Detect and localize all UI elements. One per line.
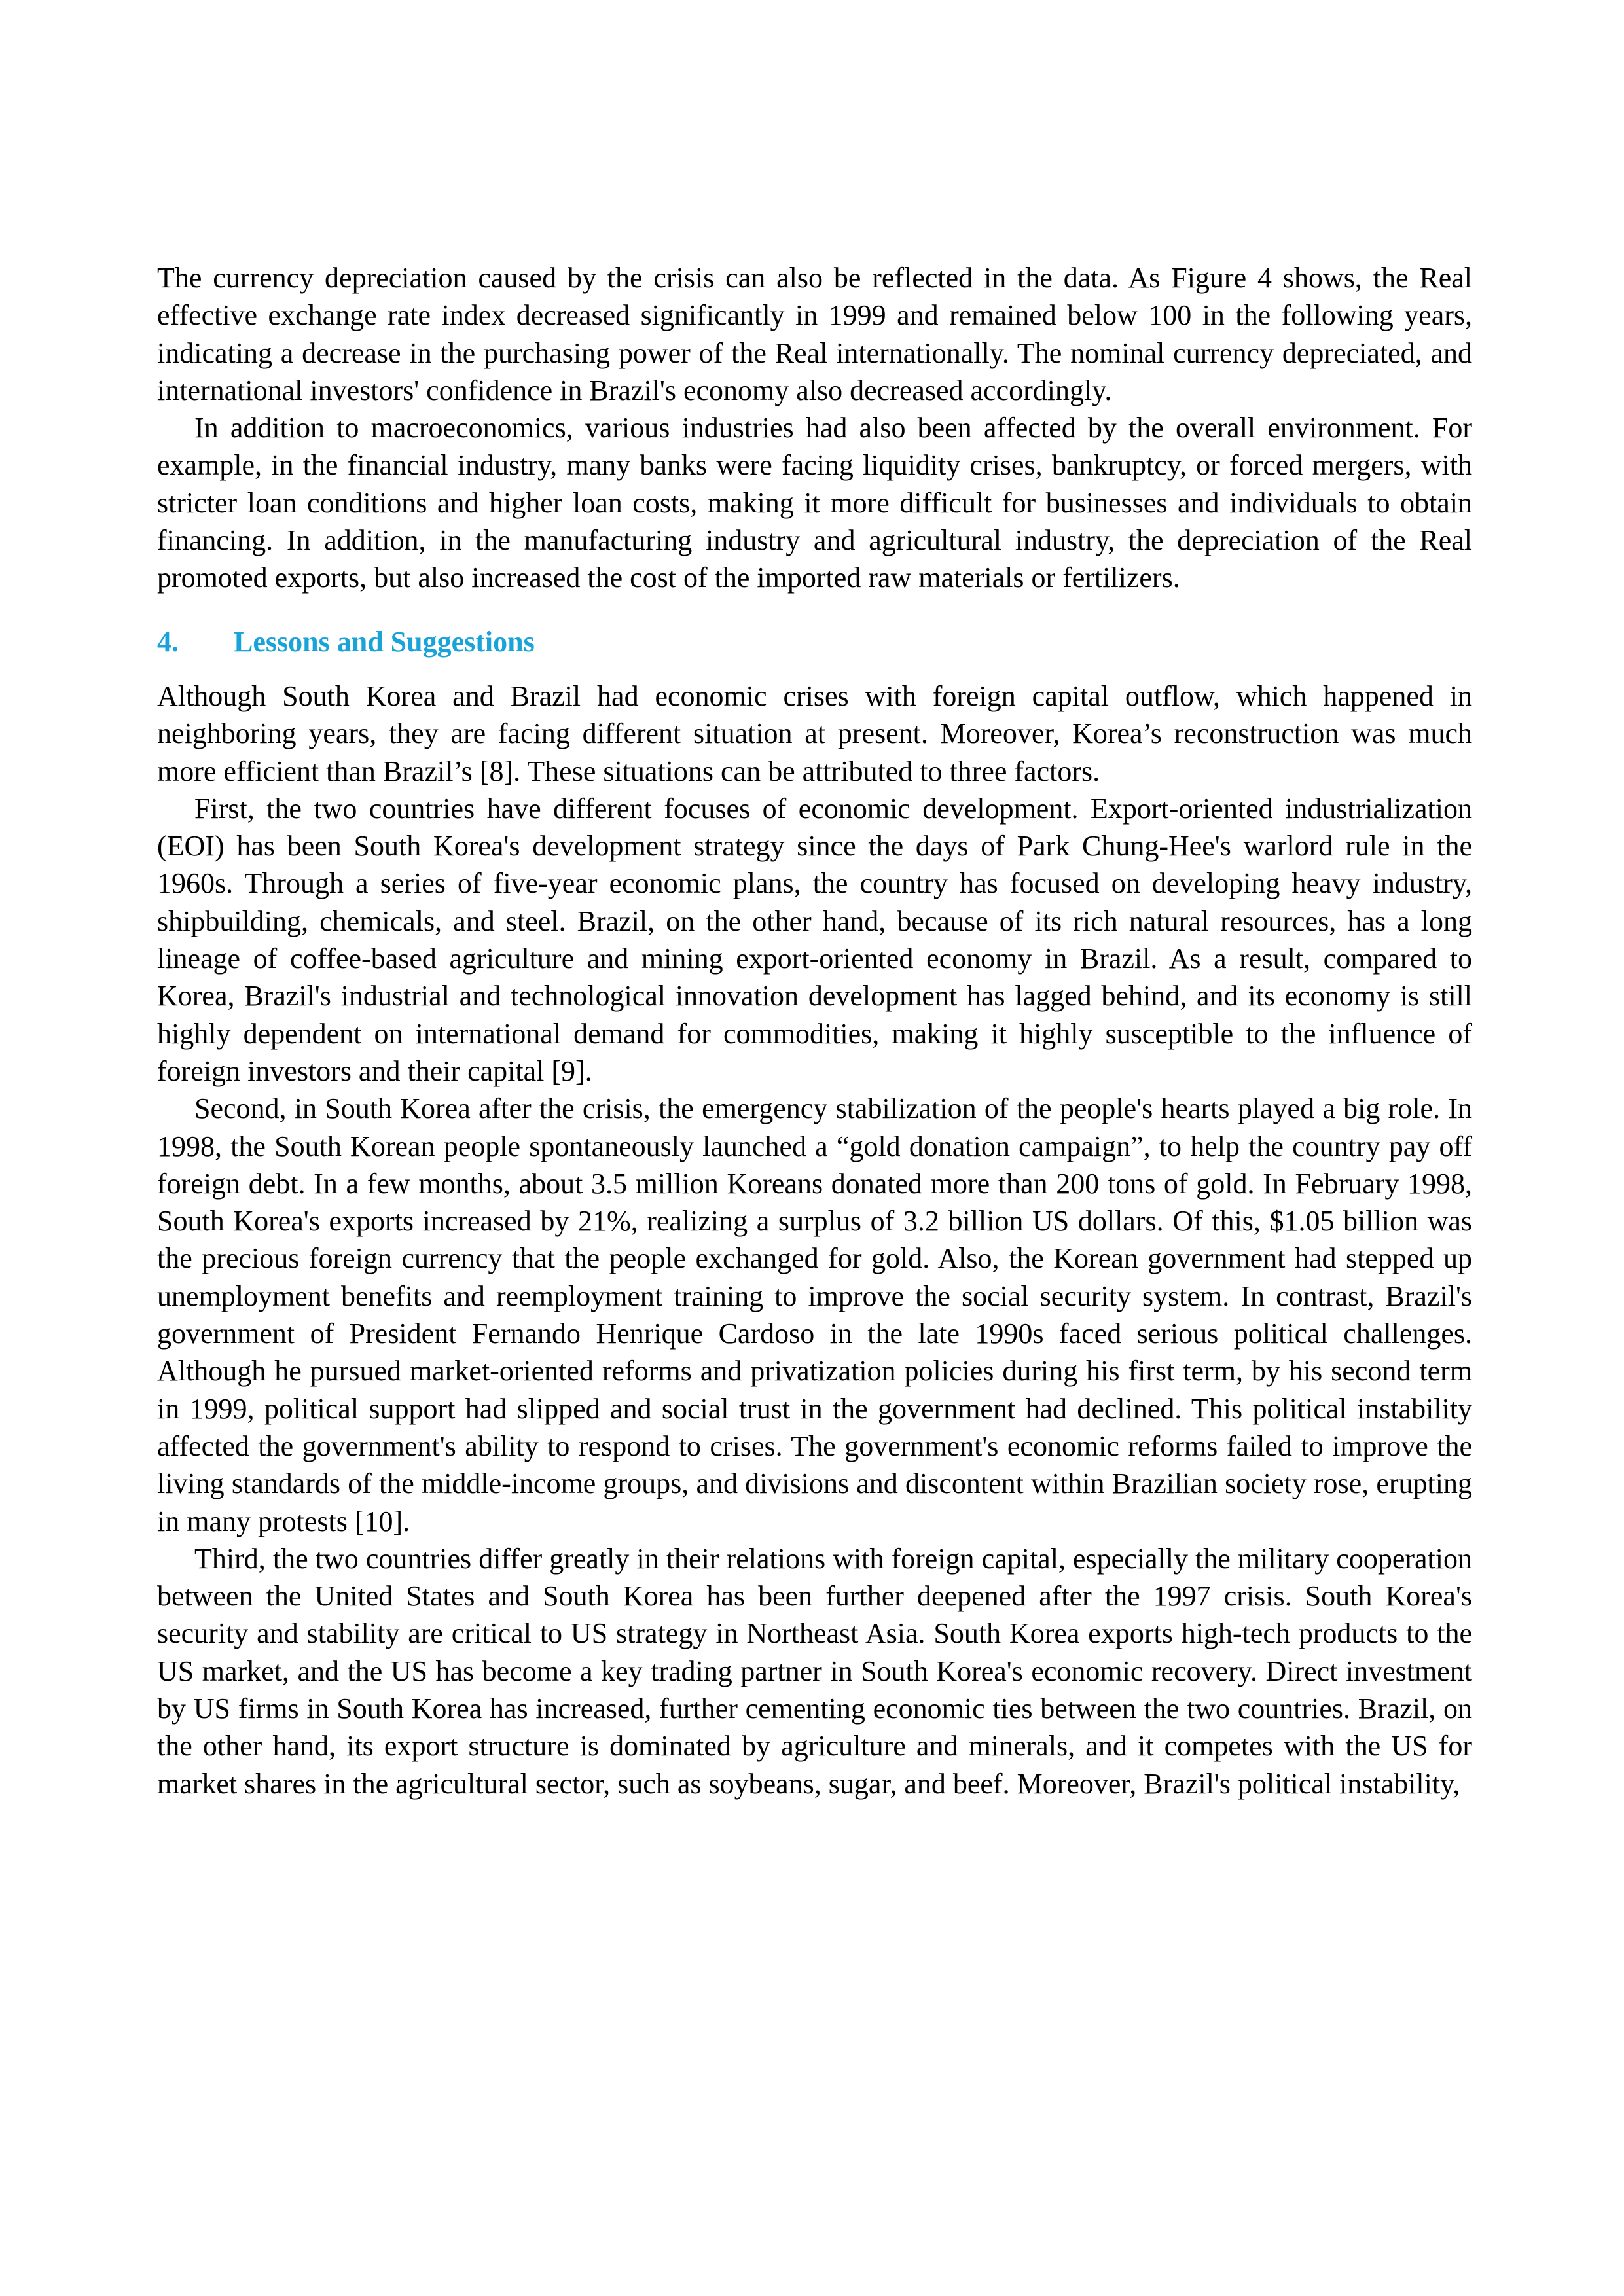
body-paragraph: First, the two countries have different focuses of economic development. Export-oriented industrialization (EOI) has been South Korea's development strategy since the days of Park Chung-Hee's warlord rule in the 1960s. Through a series of five-year economic plans, the country has focused on developing heavy industry, shipbuilding, chemicals, and steel. Brazil, on the other hand, because of its rich natural resources, has a long lineage of coffee-based agriculture and mining export-oriented economy in Brazil. As a result, compared to Korea, Brazil's industrial and technological innovation development has lagged behind, and its economy is still highly dependent on international demand for commodities, making it highly susceptible to the influence of foreign investors and their capital [9]. <box>157 792 1472 1087</box>
body-paragraph: In addition to macroeconomics, various industries had also been affected by the overall environment. For example, in the financial industry, many banks were facing liquidity crises, bankruptcy, or forced mergers, with stricter loan conditions and higher loan costs, making it more difficult for businesses and individuals to obtain financing. In addition, in the manufacturing industry and agricultural industry, the depreciation of the Real promoted exports, but also increased the cost of the imported raw materials or fertilizers. <box>157 412 1472 594</box>
body-paragraph: Second, in South Korea after the crisis, the emergency stabilization of the people's hearts played a big role. In 1998, the South Korean people spontaneously launched a “gold donation campaign”, to help the country pay off foreign debt. In a few months, about 3.5 million Koreans donated more than 200 tons of gold. In February 1998, South Korea's exports increased by 21%, realizing a surplus of 3.2 billion US dollars. Of this, $1.05 billion was the precious foreign currency that the people exchanged for gold. Also, the Korean government had stepped up unemployment benefits and reemployment training to improve the social security system. In contrast, Brazil's government of President Fernando Henrique Cardoso in the late 1990s faced serious political challenges. Although he pursued market-oriented reforms and privatization policies during his first term, by his second term in 1999, political support had slipped and social trust in the government had declined. This political instability affected the government's ability to respond to crises. The government's economic reforms failed to improve the living standards of the middle-income groups, and divisions and discontent within Brazilian society rose, erupting in many protests [10]. <box>157 1092 1472 1537</box>
section-number: 4. <box>157 625 179 658</box>
body-paragraph: Although South Korea and Brazil had economic crises with foreign capital outflow, which happened in neighboring years, they are facing different situation at present. Moreover, Korea’s reconstruction was much more efficient than Brazil’s [8]. These situations can be attributed to three factors. <box>157 679 1472 787</box>
body-paragraph: The currency depreciation caused by the crisis can also be reflected in the data. As Figure 4 shows, the Real effective exchange rate index decreased significantly in 1999 and remained below 100 in the following years, indicating a decrease in the purchasing power of the Real internationally. The nominal currency depreciated, and international investors' confidence in Brazil's economy also decreased accordingly. <box>157 262 1472 406</box>
body-paragraph: Third, the two countries differ greatly in their relations with foreign capital, especially the military cooperation between the United States and South Korea has been further deepened after the 1997 crisis. South Korea's security and stability are critical to US strategy in Northeast Asia. South Korea exports high-tech products to the US market, and the US has become a key trading partner in South Korea's economic recovery. Direct investment by US firms in South Korea has increased, further cementing economic ties between the two countries. Brazil, on the other hand, its export structure is dominated by agriculture and minerals, and it competes with the US for market shares in the agricultural sector, such as soybeans, sugar, and beef. Moreover, Brazil's political instability, <box>157 1542 1472 1800</box>
section-title: Lessons and Suggestions <box>234 625 535 658</box>
section-heading <box>157 623 1472 660</box>
page-body <box>157 259 1472 1803</box>
